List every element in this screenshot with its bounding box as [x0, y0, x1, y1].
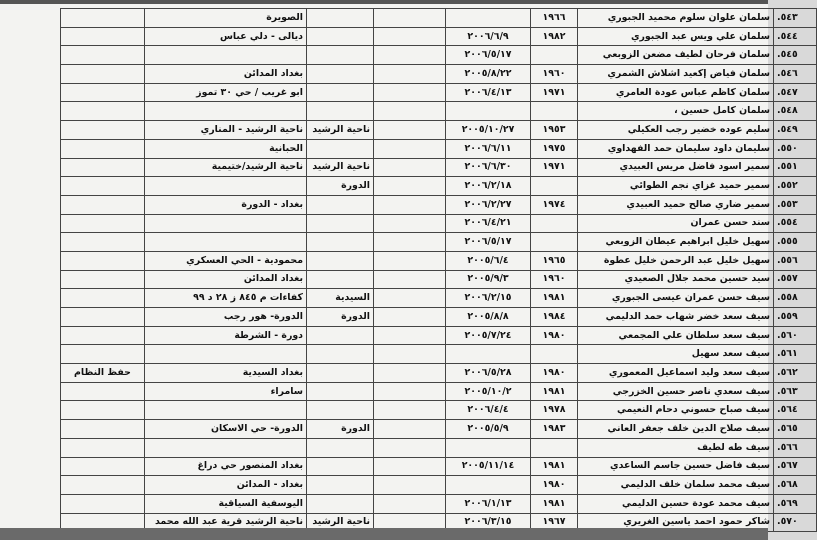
cell-c1 — [307, 345, 374, 364]
cell-empty — [374, 494, 446, 513]
cell-empty — [374, 289, 446, 308]
cell-addr: دورة - الشرطة — [145, 326, 307, 345]
cell-empty — [374, 476, 446, 495]
cell-c1 — [307, 83, 374, 102]
cell-name: سمير ضاري صالح حميد العبيدي — [578, 195, 774, 214]
cell-year: ١٩٦٧ — [531, 513, 578, 532]
cell-name: سهيل خليل عبد الرحمن خليل عطوة — [578, 251, 774, 270]
cell-name: سيف صباح حسوني دحام النعيمي — [578, 401, 774, 420]
cell-num: ٥٦٣. — [774, 382, 817, 401]
cell-empty — [374, 83, 446, 102]
cell-note — [61, 326, 145, 345]
cell-name: سيف فاضل حسين جاسم الساعدي — [578, 457, 774, 476]
cell-name: سيف سعد وليد اسماعيل المعموري — [578, 364, 774, 383]
cell-num: ٥٤٦. — [774, 65, 817, 84]
cell-c1 — [307, 401, 374, 420]
cell-c1 — [307, 438, 374, 457]
cell-note — [61, 438, 145, 457]
table-row — [61, 195, 817, 214]
cell-empty — [374, 457, 446, 476]
cell-addr: بغداد السيدية — [145, 364, 307, 383]
cell-year: ١٩٨٠ — [531, 364, 578, 383]
table-row — [61, 46, 817, 65]
cell-addr: الدورة- هور رجب — [145, 308, 307, 327]
cell-year: ١٩٧٤ — [531, 195, 578, 214]
cell-empty — [374, 233, 446, 252]
cell-empty — [374, 158, 446, 177]
cell-num: ٥٥٤. — [774, 214, 817, 233]
cell-date: ٢٠٠٦/٦/١١ — [446, 139, 531, 158]
cell-name: سيف سعدي ناصر حسين الخزرجي — [578, 382, 774, 401]
cell-date — [446, 476, 531, 495]
cell-empty — [374, 121, 446, 140]
cell-note — [61, 476, 145, 495]
table-row — [61, 139, 817, 158]
cell-year — [531, 233, 578, 252]
cell-year: ١٩٦٦ — [531, 9, 578, 28]
cell-year: ١٩٨٣ — [531, 420, 578, 439]
cell-name: سمير اسود فاضل مريس العبيدي — [578, 158, 774, 177]
cell-empty — [374, 102, 446, 121]
cell-name: سلمان علوان سلوم محميد الجبوري — [578, 9, 774, 28]
cell-c1: السيدية — [307, 289, 374, 308]
cell-date: ٢٠٠٦/٥/١٧ — [446, 233, 531, 252]
cell-note — [61, 457, 145, 476]
cell-empty — [374, 270, 446, 289]
table-row — [61, 83, 817, 102]
cell-year: ١٩٨٠ — [531, 326, 578, 345]
cell-date: ٢٠٠٥/٨/٢٢ — [446, 65, 531, 84]
cell-year: ١٩٨٠ — [531, 476, 578, 495]
cell-num: ٥٦٩. — [774, 494, 817, 513]
table-row — [61, 65, 817, 84]
cell-note — [61, 494, 145, 513]
records-table — [60, 8, 817, 532]
table-row — [61, 289, 817, 308]
cell-num: ٥٥٣. — [774, 195, 817, 214]
cell-date: ٢٠٠٥/٨/٨ — [446, 308, 531, 327]
cell-empty — [374, 46, 446, 65]
table-row — [61, 121, 817, 140]
table-row — [61, 27, 817, 46]
cell-c1 — [307, 139, 374, 158]
cell-year: ١٩٦٥ — [531, 251, 578, 270]
cell-c1 — [307, 326, 374, 345]
cell-addr — [145, 214, 307, 233]
cell-note — [61, 233, 145, 252]
cell-year: ١٩٦٠ — [531, 65, 578, 84]
cell-date: ٢٠٠٦/١/١٣ — [446, 494, 531, 513]
cell-c1 — [307, 364, 374, 383]
cell-name: سند حسن عمران — [578, 214, 774, 233]
table-row — [61, 177, 817, 196]
cell-name: سيف حسن عمران عيسى الجبوري — [578, 289, 774, 308]
cell-date: ٢٠٠٥/٩/٣ — [446, 270, 531, 289]
cell-num: ٥٥٢. — [774, 177, 817, 196]
cell-year: ١٩٨١ — [531, 382, 578, 401]
cell-addr — [145, 345, 307, 364]
cell-year: ١٩٧١ — [531, 158, 578, 177]
cell-name: سهيل خليل ابراهيم عيطان الزوبعي — [578, 233, 774, 252]
cell-name: سيف محمد عودة حسين الدليمي — [578, 494, 774, 513]
cell-addr: بغداد المنصور حي دراغ — [145, 457, 307, 476]
cell-num: ٥٧٠. — [774, 513, 817, 532]
cell-date: ٢٠٠٦/٣/١٥ — [446, 513, 531, 532]
cell-date: ٢٠٠٦/٢/١٨ — [446, 177, 531, 196]
cell-year: ١٩٧٥ — [531, 139, 578, 158]
cell-year: ١٩٨٤ — [531, 308, 578, 327]
cell-num: ٥٤٨. — [774, 102, 817, 121]
cell-num: ٥٥٧. — [774, 270, 817, 289]
table-row — [61, 457, 817, 476]
cell-addr: الصويرة — [145, 9, 307, 28]
cell-num: ٥٥٦. — [774, 251, 817, 270]
cell-note — [61, 289, 145, 308]
cell-note — [61, 46, 145, 65]
cell-year: ١٩٧١ — [531, 83, 578, 102]
cell-c1 — [307, 195, 374, 214]
cell-addr: بغداد - المدائن — [145, 476, 307, 495]
cell-c1: ناحية الرشيد — [307, 513, 374, 532]
cell-c1: الدورة — [307, 420, 374, 439]
cell-name: سلمان علي ويس عبد الجبوري — [578, 27, 774, 46]
cell-addr: الحبانية — [145, 139, 307, 158]
table-row — [61, 308, 817, 327]
cell-year: ١٩٦٠ — [531, 270, 578, 289]
cell-date — [446, 345, 531, 364]
cell-num: ٥٦٠. — [774, 326, 817, 345]
cell-c1 — [307, 494, 374, 513]
cell-note: حفظ النظام — [61, 364, 145, 383]
cell-date — [446, 102, 531, 121]
cell-addr: بغداد المدائن — [145, 65, 307, 84]
cell-note — [61, 83, 145, 102]
table-row — [61, 382, 817, 401]
cell-note — [61, 177, 145, 196]
cell-empty — [374, 27, 446, 46]
cell-c1 — [307, 65, 374, 84]
cell-note — [61, 270, 145, 289]
table-row — [61, 9, 817, 28]
cell-empty — [374, 9, 446, 28]
cell-name: سلمان فياض إكعيد اشلاش الشمري — [578, 65, 774, 84]
cell-empty — [374, 420, 446, 439]
cell-name: سلمان كاظم عباس عودة العامري — [578, 83, 774, 102]
cell-addr: ناحية الرشيد - المناري — [145, 121, 307, 140]
cell-c1: الدورة — [307, 177, 374, 196]
table-row — [61, 494, 817, 513]
cell-addr: محمودية - الحي العسكري — [145, 251, 307, 270]
table-row — [61, 438, 817, 457]
cell-num: ٥٦١. — [774, 345, 817, 364]
cell-addr — [145, 102, 307, 121]
cell-date: ٢٠٠٦/٦/٩ — [446, 27, 531, 46]
cell-note — [61, 251, 145, 270]
cell-date: ٢٠٠٥/٧/٢٤ — [446, 326, 531, 345]
cell-date: ٢٠٠٥/١١/١٤ — [446, 457, 531, 476]
cell-date — [446, 9, 531, 28]
cell-c1 — [307, 476, 374, 495]
cell-num: ٥٥٥. — [774, 233, 817, 252]
cell-empty — [374, 195, 446, 214]
cell-addr: اليوسفية السياقية — [145, 494, 307, 513]
table-row — [61, 476, 817, 495]
cell-year — [531, 46, 578, 65]
cell-date: ٢٠٠٦/٢/٢٧ — [446, 195, 531, 214]
cell-note — [61, 195, 145, 214]
cell-name: سيف صلاح الدين خلف جعفر العاني — [578, 420, 774, 439]
cell-year — [531, 438, 578, 457]
table-row — [61, 326, 817, 345]
cell-note — [61, 121, 145, 140]
cell-c1 — [307, 27, 374, 46]
cell-date: ٢٠٠٦/٢/١٥ — [446, 289, 531, 308]
cell-empty — [374, 401, 446, 420]
cell-year: ١٩٨١ — [531, 494, 578, 513]
cell-note — [61, 27, 145, 46]
cell-num: ٥٥٨. — [774, 289, 817, 308]
cell-c1 — [307, 214, 374, 233]
cell-date: ٢٠٠٦/٤/٢١ — [446, 214, 531, 233]
cell-year: ١٩٨٢ — [531, 27, 578, 46]
cell-addr: بغداد المدائن — [145, 270, 307, 289]
cell-year: ١٩٧٨ — [531, 401, 578, 420]
cell-empty — [374, 139, 446, 158]
cell-year — [531, 102, 578, 121]
cell-date: ٢٠٠٦/٤/٤ — [446, 401, 531, 420]
cell-name: سيف سعد سلطان علي المجمعي — [578, 326, 774, 345]
cell-num: ٥٦٥. — [774, 420, 817, 439]
table-row — [61, 364, 817, 383]
cell-addr: الدورة- حي الاسكان — [145, 420, 307, 439]
cell-num: ٥٥٠. — [774, 139, 817, 158]
cell-note — [61, 65, 145, 84]
cell-year: ١٩٨١ — [531, 289, 578, 308]
cell-c1 — [307, 270, 374, 289]
cell-name: سيف محمد سلمان خلف الدليمي — [578, 476, 774, 495]
cell-addr: كفاءات م ٨٤٥ ز ٢٨ د ٩٩ — [145, 289, 307, 308]
cell-note — [61, 420, 145, 439]
table-row — [61, 214, 817, 233]
table-row — [61, 420, 817, 439]
cell-num: ٥٤٥. — [774, 46, 817, 65]
cell-empty — [374, 251, 446, 270]
cell-num: ٥٤٣. — [774, 9, 817, 28]
cell-note — [61, 401, 145, 420]
cell-note — [61, 158, 145, 177]
cell-note — [61, 308, 145, 327]
cell-num: ٥٤٩. — [774, 121, 817, 140]
cell-note — [61, 382, 145, 401]
cell-c1: ناحية الرشيد — [307, 158, 374, 177]
cell-addr — [145, 177, 307, 196]
table-row — [61, 233, 817, 252]
cell-year — [531, 345, 578, 364]
cell-empty — [374, 65, 446, 84]
cell-name: سيف طه لطيف — [578, 438, 774, 457]
cell-addr: سامراء — [145, 382, 307, 401]
cell-addr: ناحية الرشيد قرية عبد الله محمد — [145, 513, 307, 532]
table-row — [61, 102, 817, 121]
table-row — [61, 158, 817, 177]
cell-addr — [145, 401, 307, 420]
cell-c1 — [307, 457, 374, 476]
cell-note — [61, 214, 145, 233]
cell-num: ٥٦٧. — [774, 457, 817, 476]
cell-empty — [374, 177, 446, 196]
cell-num: ٥٥١. — [774, 158, 817, 177]
cell-c1 — [307, 9, 374, 28]
cell-name: سيد حسين محمد جلال الصعيدي — [578, 270, 774, 289]
cell-num: ٥٤٧. — [774, 83, 817, 102]
cell-c1 — [307, 382, 374, 401]
cell-name: سمير حميد غزاي نجم الطوائي — [578, 177, 774, 196]
cell-addr: ديالى - دلي عباس — [145, 27, 307, 46]
cell-date: ٢٠٠٥/٥/٩ — [446, 420, 531, 439]
cell-name: سليم عوده خضير رجب العكيلي — [578, 121, 774, 140]
cell-num: ٥٥٩. — [774, 308, 817, 327]
records-table-wrapper — [60, 8, 798, 532]
cell-empty — [374, 214, 446, 233]
cell-year — [531, 214, 578, 233]
cell-date: ٢٠٠٥/١٠/٢٧ — [446, 121, 531, 140]
cell-addr — [145, 46, 307, 65]
cell-addr: ابو غريب / حي ٣٠ تموز — [145, 83, 307, 102]
cell-empty — [374, 345, 446, 364]
cell-year: ١٩٨١ — [531, 457, 578, 476]
scan-bottom-edge — [0, 528, 768, 540]
cell-empty — [374, 364, 446, 383]
cell-name: سليمان داود سليمان حمد الفهداوي — [578, 139, 774, 158]
cell-date: ٢٠٠٦/٥/١٧ — [446, 46, 531, 65]
cell-empty — [374, 438, 446, 457]
table-row — [61, 345, 817, 364]
cell-empty — [374, 308, 446, 327]
cell-addr — [145, 438, 307, 457]
cell-c1 — [307, 46, 374, 65]
cell-num: ٥٦٤. — [774, 401, 817, 420]
cell-c1: ناحية الرشيد — [307, 121, 374, 140]
cell-num: ٥٦٦. — [774, 438, 817, 457]
cell-empty — [374, 382, 446, 401]
cell-addr: بغداد - الدورة — [145, 195, 307, 214]
cell-c1 — [307, 102, 374, 121]
cell-note — [61, 9, 145, 28]
cell-date: ٢٠٠٥/١٠/٢ — [446, 382, 531, 401]
scan-top-edge — [0, 0, 768, 4]
table-row — [61, 251, 817, 270]
cell-c1: الدورة — [307, 308, 374, 327]
cell-name: شاكر حمود احمد ياسين الغريري — [578, 513, 774, 532]
cell-num: ٥٦٨. — [774, 476, 817, 495]
cell-date: ٢٠٠٦/٤/١٣ — [446, 83, 531, 102]
cell-num: ٥٤٤. — [774, 27, 817, 46]
cell-name: سيف سعد خضر شهاب حمد الدليمي — [578, 308, 774, 327]
cell-name: سلمان فرحان لطيف مضعن الزوبعي — [578, 46, 774, 65]
cell-addr: ناحية الرشيد/ختيمية — [145, 158, 307, 177]
cell-year: ١٩٥٣ — [531, 121, 578, 140]
table-row — [61, 401, 817, 420]
cell-note — [61, 102, 145, 121]
cell-name: سلمان كامل حسين ، — [578, 102, 774, 121]
cell-year — [531, 177, 578, 196]
cell-addr — [145, 233, 307, 252]
cell-num: ٥٦٢. — [774, 364, 817, 383]
cell-date — [446, 438, 531, 457]
cell-c1 — [307, 251, 374, 270]
cell-date: ٢٠٠٦/٥/٢٨ — [446, 364, 531, 383]
records-table-body — [61, 9, 817, 532]
table-row — [61, 270, 817, 289]
cell-note — [61, 139, 145, 158]
cell-empty — [374, 326, 446, 345]
cell-c1 — [307, 233, 374, 252]
cell-date: ٢٠٠٦/٦/٣٠ — [446, 158, 531, 177]
cell-note — [61, 345, 145, 364]
cell-date: ٢٠٠٥/٦/٤ — [446, 251, 531, 270]
cell-name: سيف سعد سهيل — [578, 345, 774, 364]
